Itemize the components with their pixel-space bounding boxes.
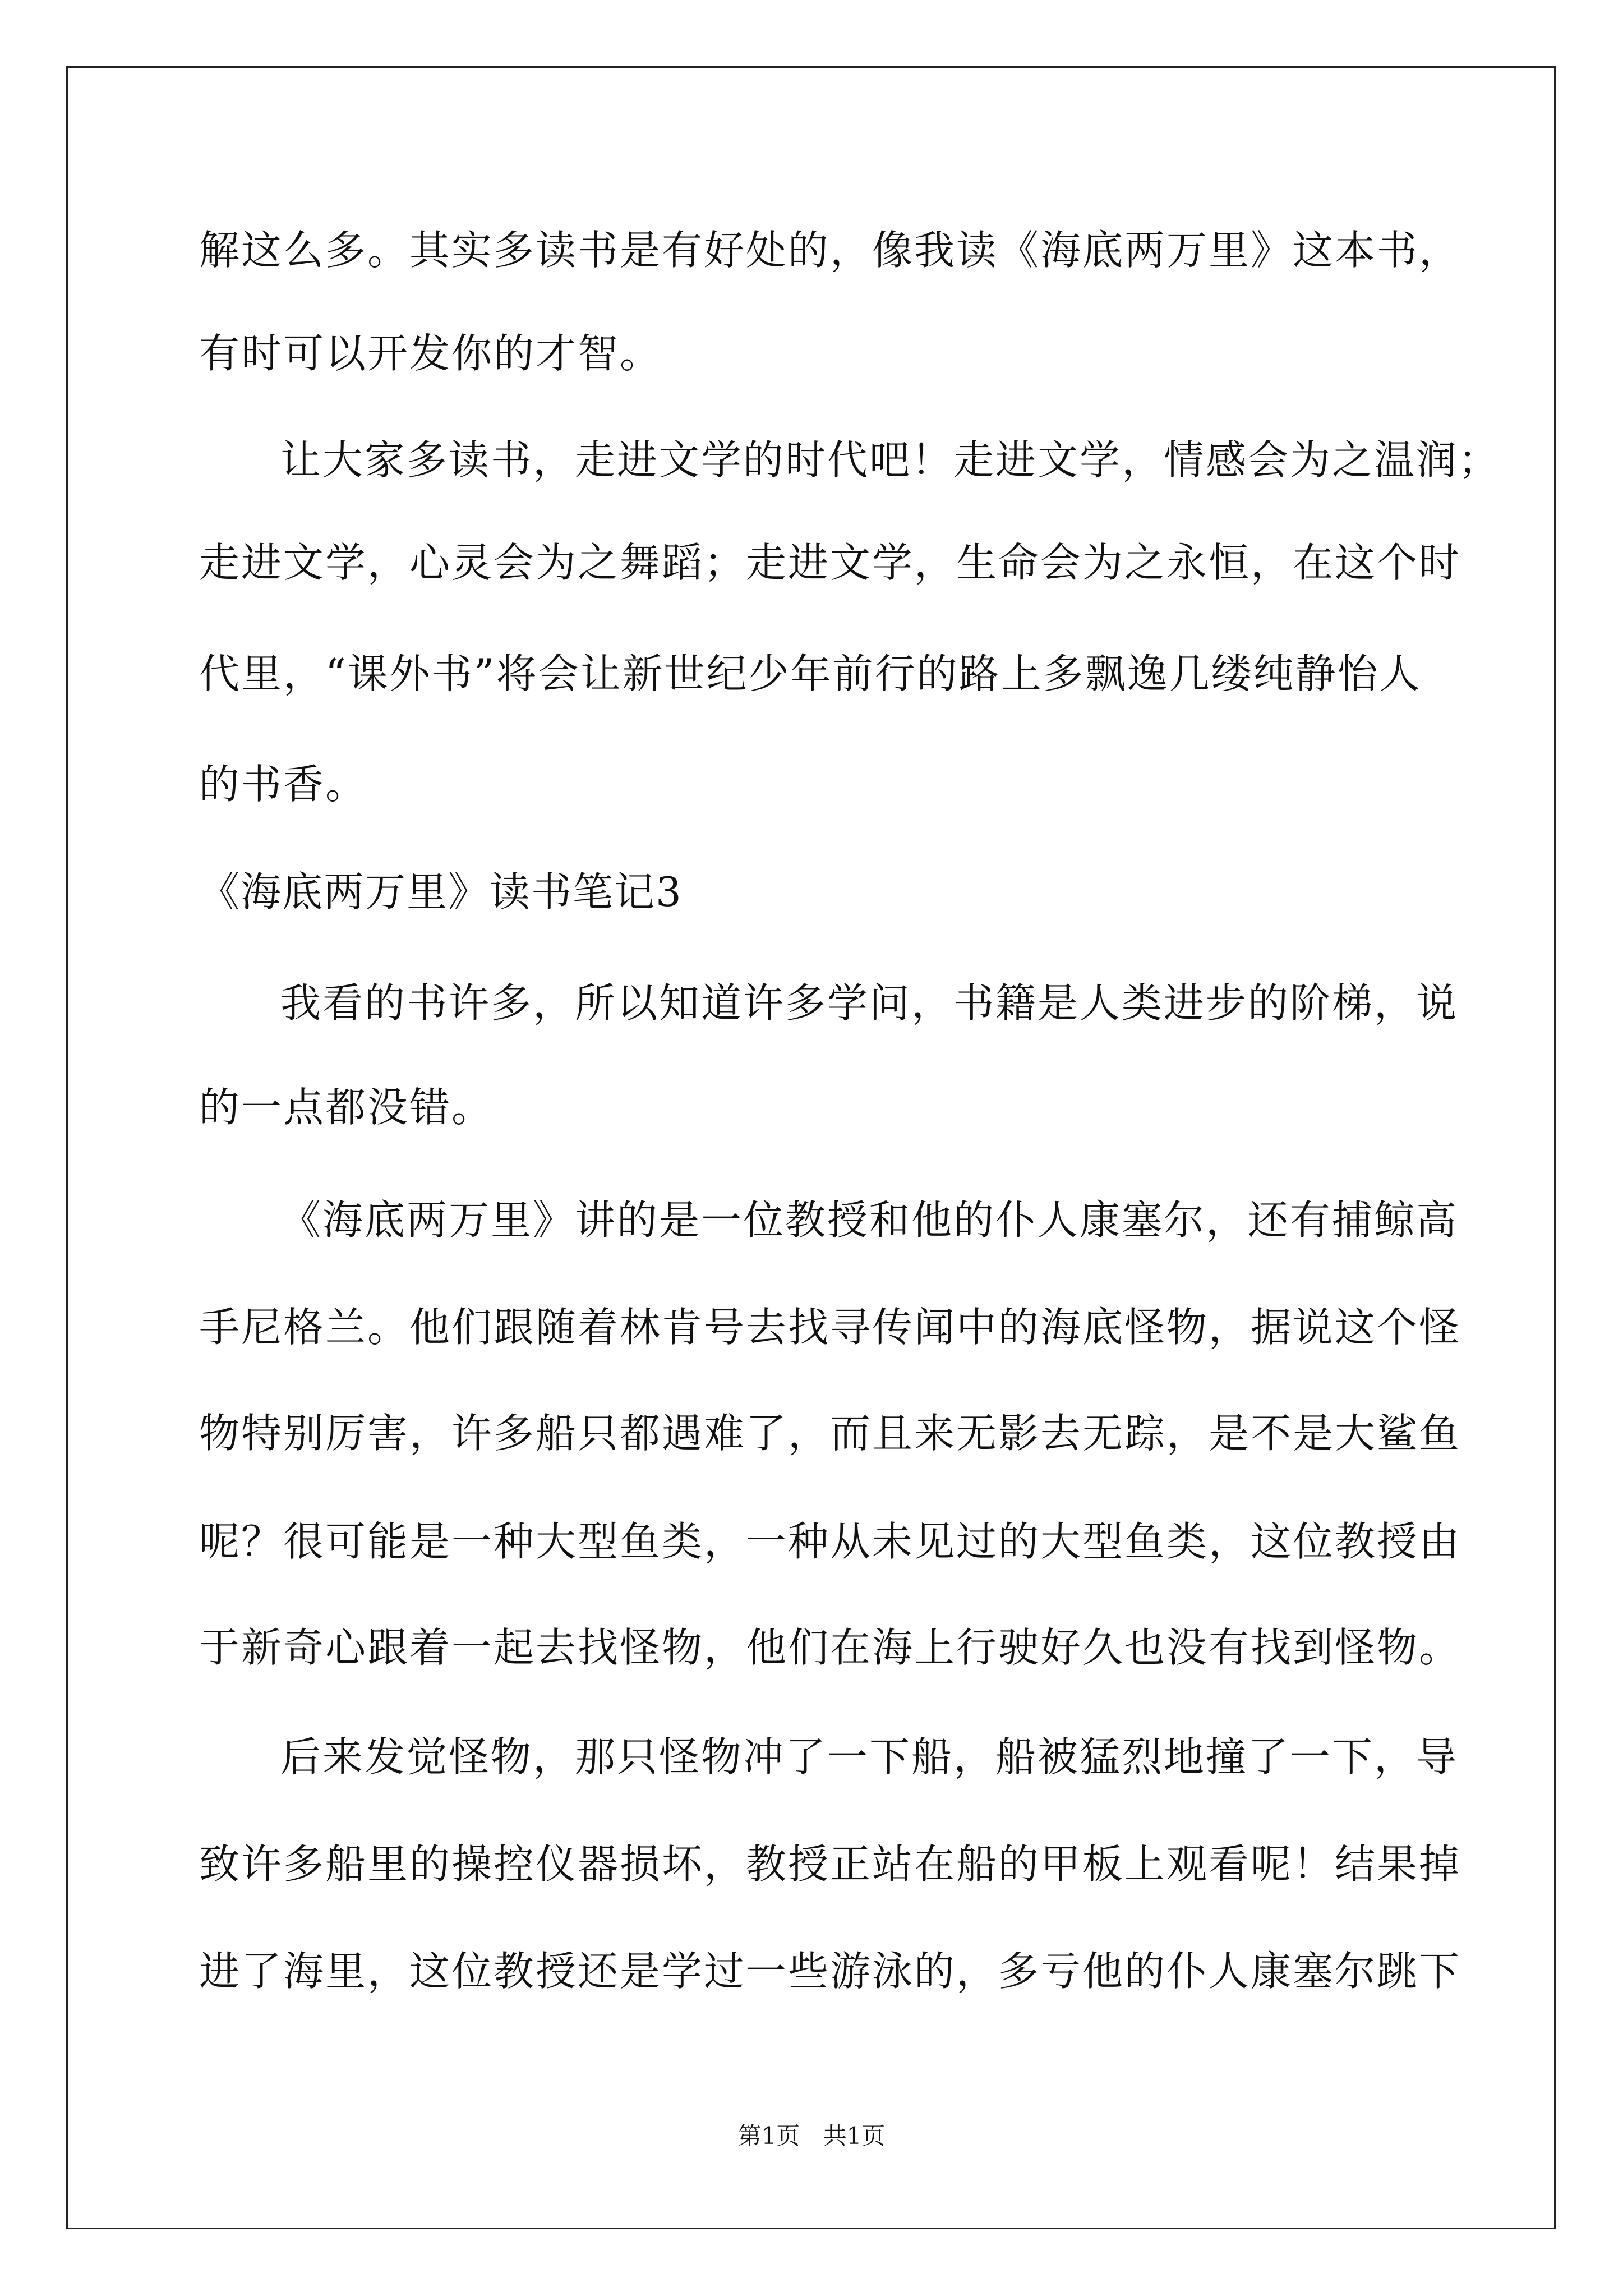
text-line: 物特别厉害，许多船只都遇难了，而且来无影去无踪，是不是大鲨鱼: [199, 1410, 1461, 1457]
page-number: 第1页: [737, 2122, 800, 2150]
page-total: 共1页: [823, 2122, 886, 2150]
section-heading: 《海底两万里》读书笔记3: [199, 868, 683, 915]
paragraph-start-line: 我看的书许多，所以知道许多学问，书籍是人类进步的阶梯，说: [280, 979, 1459, 1027]
text-line: 致许多船里的操控仪器损坏，教授正站在船的甲板上观看呢！结果掉: [199, 1841, 1461, 1888]
text-line: 的一点都没错。: [199, 1084, 494, 1131]
page-border: [66, 66, 1556, 2229]
paragraph-start-line: 《海底两万里》讲的是一位教授和他的仆人康塞尔，还有捕鲸高: [280, 1197, 1459, 1244]
page-footer: [0, 2119, 1623, 2153]
text-line: 代里，“课外书”将会让新世纪少年前行的路上多飘逸几缕纯静怡人: [199, 650, 1422, 697]
paragraph-start-line: 让大家多读书，走进文学的时代吧！走进文学，情感会为之温润；: [280, 436, 1501, 484]
text-line: 于新奇心跟着一起去找怪物，他们在海上行驶好久也没有找到怪物。: [199, 1624, 1461, 1671]
text-line: 走进文学，心灵会为之舞蹈；走进文学，生命会为之永恒，在这个时: [199, 539, 1461, 586]
text-line: 进了海里，这位教授还是学过一些游泳的，多亏他的仆人康塞尔跳下: [199, 1948, 1461, 1995]
text-line: 的书香。: [199, 761, 368, 808]
text-line: 解这么多。其实多读书是有好处的，像我读《海底两万里》这本书，: [199, 227, 1461, 274]
text-line: 呢？很可能是一种大型鱼类，一种从未见过的大型鱼类，这位教授由: [199, 1518, 1461, 1565]
paragraph-start-line: 后来发觉怪物，那只怪物冲了一下船，船被猛烈地撞了一下，导: [280, 1733, 1459, 1780]
text-line: 有时可以开发你的才智。: [199, 330, 662, 377]
text-line: 手尼格兰。他们跟随着林肯号去找寻传闻中的海底怪物，据说这个怪: [199, 1304, 1461, 1351]
